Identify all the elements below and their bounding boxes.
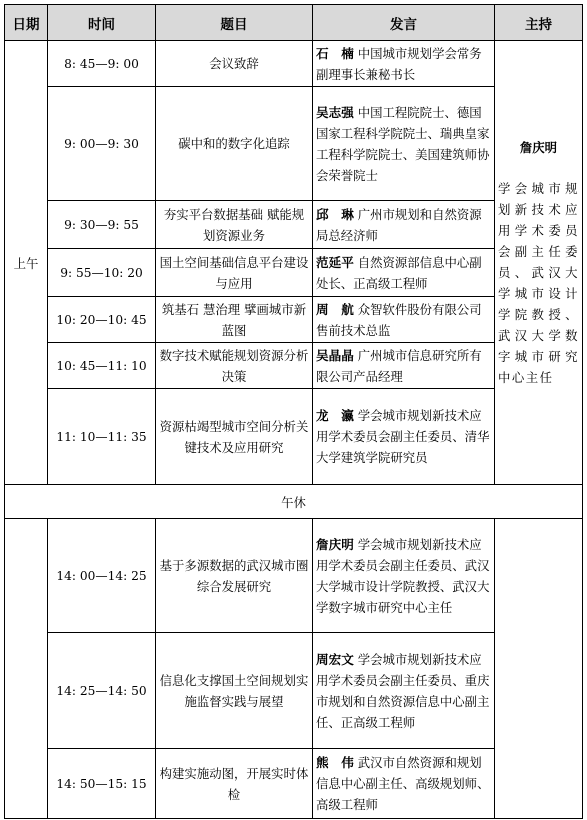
- speaker-title: 武汉市自然资源和规划信息中心副主任、高级规划师、高级工程师: [316, 755, 490, 812]
- speaker-title: 中国城市规划学会常务副理事长兼秘书长: [316, 45, 482, 82]
- session-time: 14: 25—14: 50: [48, 633, 156, 749]
- speaker-title: 众智软件股份有限公司售前技术总监: [316, 301, 482, 338]
- speaker-title: 学会城市规划新技术应用学术委员会副主任委员、清华大学建筑学院研究员: [316, 408, 490, 465]
- speaker-title: 广州市规划和自然资源局总经济师: [316, 206, 482, 243]
- session-topic: 碳中和的数字化追踪: [156, 87, 313, 201]
- session-time: 9: 00—9: 30: [48, 87, 156, 201]
- session-speaker: [313, 389, 495, 485]
- speaker-name: 詹庆明: [316, 536, 354, 552]
- header-topic: 题目: [156, 5, 313, 41]
- header-period: 日期: [5, 5, 48, 41]
- session-speaker: [313, 41, 495, 87]
- session-topic: 会议致辞: [156, 41, 313, 87]
- speaker-name: 周宏文: [316, 651, 354, 667]
- speaker-title: 学会城市规划新技术应用学术委员会副主任委员、武汉大学城市设计学院教授、武汉大学数字城市研究中心主任: [316, 536, 490, 615]
- session-time: 8: 45—9: 00: [48, 41, 156, 87]
- header-host: 主持: [495, 5, 583, 41]
- speaker-name: 邱 琳: [316, 206, 354, 222]
- session-time: 11: 10—11: 35: [48, 389, 156, 485]
- session-speaker: [313, 633, 495, 749]
- session-speaker: [313, 87, 495, 201]
- session-row: [5, 519, 583, 633]
- session-time: 9: 30—9: 55: [48, 201, 156, 249]
- header-row: [5, 5, 583, 41]
- speaker-name: 龙 瀛: [316, 408, 354, 423]
- host-afternoon: [495, 519, 583, 819]
- session-topic: 基于多源数据的武汉城市圈综合发展研究: [156, 519, 313, 633]
- host-name: 詹庆明: [519, 140, 558, 155]
- session-topic: 筑基石 慧治理 擘画城市新蓝图: [156, 297, 313, 343]
- lunch-break: 午休: [5, 485, 583, 519]
- header-time: 时间: [48, 5, 156, 41]
- break-row: [5, 485, 583, 519]
- session-speaker: [313, 297, 495, 343]
- speaker-name: 熊 伟: [316, 755, 354, 770]
- session-time: 14: 00—14: 25: [48, 519, 156, 633]
- session-topic: 国土空间基础信息平台建设与应用: [156, 249, 313, 297]
- session-row: [5, 41, 583, 87]
- session-time: 14: 50—15: 15: [48, 749, 156, 819]
- host-title: 学会城市规划新技术应用学术委员会副主任委员、武汉大学城市设计学院教授、武汉大学数字城市研究中心主任: [498, 181, 579, 385]
- speaker-title: 广州城市信息研究所有限公司产品经理: [316, 347, 482, 384]
- speaker-name: 吴志强: [316, 104, 354, 120]
- session-topic: 信息化支撑国土空间规划实施监督实践与展望: [156, 633, 313, 749]
- session-topic: 夯实平台数据基础 赋能规划资源业务: [156, 201, 313, 249]
- speaker-name: 吴晶晶: [316, 347, 354, 363]
- header-speaker: 发言: [313, 5, 495, 41]
- session-speaker: [313, 519, 495, 633]
- session-time: 9: 55—10: 20: [48, 249, 156, 297]
- speaker-title: 中国工程院院士、德国国家工程科学院院士、瑞典皇家工程科学院院士、美国建筑师协会荣誉院士: [316, 104, 490, 183]
- host-morning: [495, 41, 583, 485]
- speaker-name: 石 楠: [316, 45, 354, 61]
- session-speaker: [313, 249, 495, 297]
- session-time: 10: 20—10: 45: [48, 297, 156, 343]
- speaker-name: 周 航: [316, 301, 354, 317]
- session-time: 10: 45—11: 10: [48, 343, 156, 389]
- speaker-title: 学会城市规划新技术应用学术委员会副主任委员、重庆市规划和自然资源信息中心副主任、正高级工程师: [316, 651, 490, 730]
- session-topic: 构建实施动图，开展实时体检: [156, 749, 313, 819]
- speaker-title: 自然资源部信息中心副处长、正高级工程师: [316, 254, 482, 291]
- session-speaker: [313, 201, 495, 249]
- session-topic: 资源枯竭型城市空间分析关键技术及应用研究: [156, 389, 313, 485]
- session-speaker: [313, 343, 495, 389]
- period-afternoon: [5, 519, 48, 819]
- session-speaker: [313, 749, 495, 819]
- period-morning: 上午: [5, 41, 48, 485]
- session-topic: 数字技术赋能规划资源分析决策: [156, 343, 313, 389]
- agenda-table: [4, 4, 583, 819]
- speaker-name: 范延平: [316, 254, 354, 270]
